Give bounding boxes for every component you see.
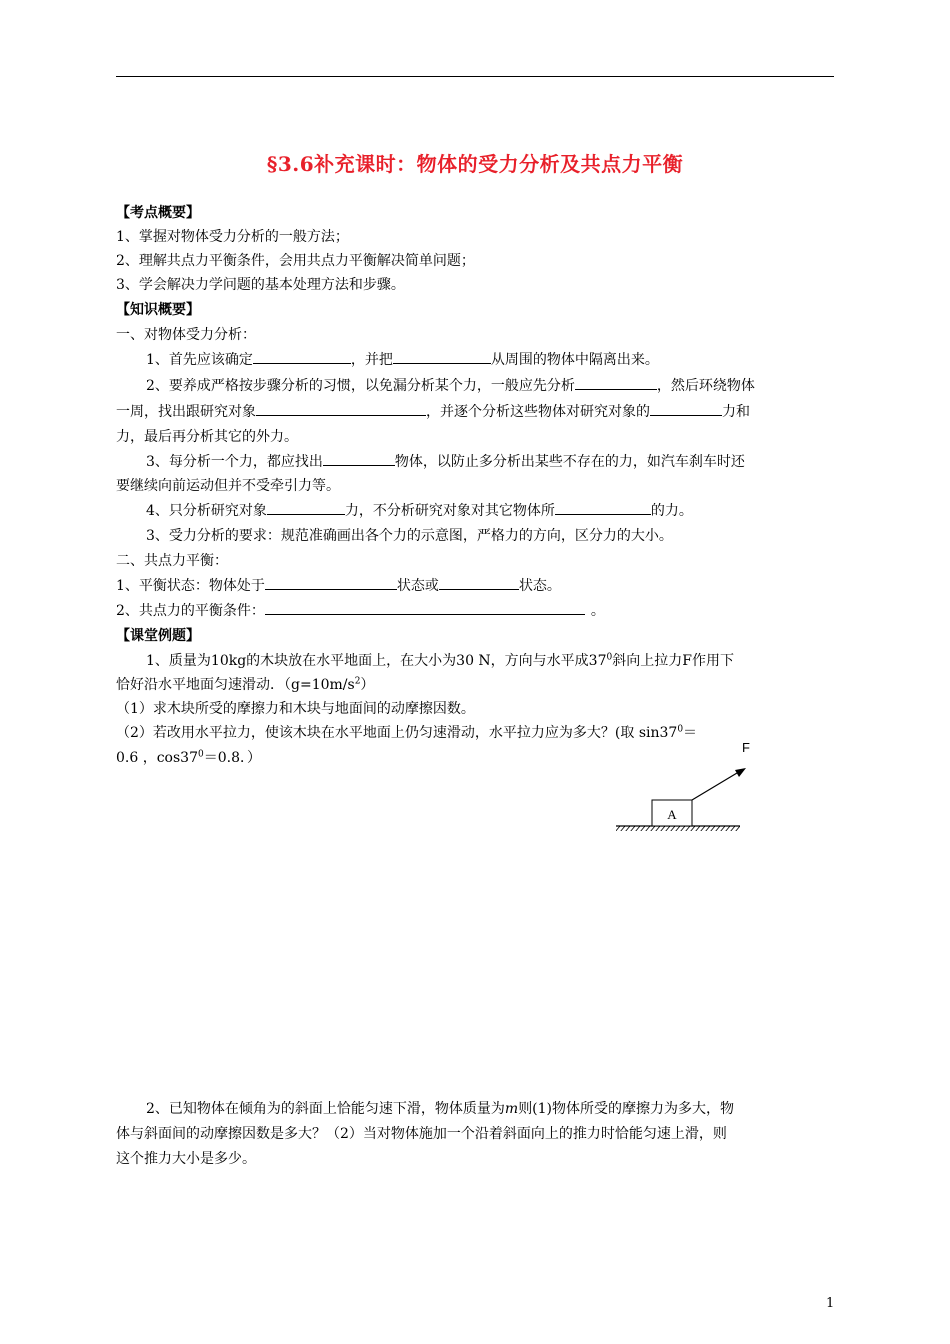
part1-line-8: 3、受力分析的要求：规范准确画出各个力的示意图，严格力的方向，区分力的大小。 bbox=[146, 528, 673, 544]
text: 一周，找出跟研究对象 bbox=[116, 404, 256, 420]
text: 0.6 ，cos37 bbox=[116, 750, 198, 766]
page-number: 1 bbox=[826, 1296, 835, 1311]
example1-question-1: （1）求木块所受的摩擦力和木块与地面间的动摩擦因数。 bbox=[116, 701, 475, 717]
section-heading-zhishi: 【知识概要】 bbox=[116, 302, 200, 318]
example2-line-2: 体与斜面间的动摩擦因数是多大？（2）当对物体施加一个沿着斜面向上的推力时恰能匀速上滑，则 bbox=[116, 1126, 727, 1142]
page-title: §3.6补充课时：物体的受力分析及共点力平衡 bbox=[266, 152, 684, 176]
text: 恰好沿水平地面匀速滑动．（g=10m/s bbox=[116, 677, 355, 693]
superscript: 2 bbox=[354, 676, 361, 687]
text: 力和 bbox=[722, 404, 750, 420]
blank-received bbox=[267, 499, 345, 515]
text: ，并把 bbox=[350, 352, 393, 368]
part1-line-2 bbox=[146, 374, 755, 398]
text: 则(1)物体所受的摩擦力为多大，物 bbox=[518, 1101, 735, 1117]
kaodian-item-3: 3、学会解决力学问题的基本处理方法和步骤。 bbox=[116, 277, 405, 293]
text: 物体，以防止多分析出某些不存在的力，如汽车刹车时还 bbox=[394, 454, 745, 470]
blank-first-analyze bbox=[575, 374, 657, 390]
blank-force-type bbox=[650, 400, 722, 416]
text: 2、共点力的平衡条件： bbox=[116, 603, 265, 619]
blank-research-object bbox=[253, 348, 351, 364]
text: 。 bbox=[590, 603, 605, 619]
mass-symbol: m bbox=[504, 1101, 519, 1117]
force-arrow-head bbox=[735, 768, 746, 777]
text: ＝ bbox=[683, 725, 698, 741]
blank-source-object bbox=[323, 450, 395, 466]
text: 1、首先应该确定 bbox=[146, 352, 253, 368]
blank-state-2 bbox=[439, 574, 519, 590]
text: ＝0.8．） bbox=[203, 750, 261, 766]
text: 从周围的物体中隔离出来。 bbox=[490, 352, 659, 368]
part1-line-7 bbox=[146, 499, 693, 523]
text: ，然后环绕物体 bbox=[656, 378, 755, 394]
superscript: 0 bbox=[606, 652, 613, 663]
text: 2、要养成严格按步骤分析的习惯，以免漏分析某个力，一般应先分析 bbox=[146, 378, 575, 394]
part1-line-6: 要继续向前运动但并不受牵引力等。 bbox=[116, 478, 340, 494]
kaodian-item-2: 2、理解共点力平衡条件，会用共点力平衡解决简单问题； bbox=[116, 253, 475, 269]
part1-line-5 bbox=[146, 450, 745, 474]
text: 1、平衡状态：物体处于 bbox=[116, 578, 265, 594]
blank-contact bbox=[256, 400, 426, 416]
section-heading-kaodian: 【考点概要】 bbox=[116, 205, 200, 221]
example1-question-2-cont bbox=[116, 746, 261, 770]
part2-line-1 bbox=[116, 574, 561, 598]
part1-heading: 一、对物体受力分析： bbox=[116, 327, 256, 343]
part1-line-3 bbox=[116, 400, 750, 424]
text: （2）若改用水平拉力，使该木块在水平地面上仍匀速滑动，水平拉力应为多大？(取 sin37 bbox=[116, 725, 678, 741]
superscript: 0 bbox=[677, 724, 684, 735]
force-arrow-line bbox=[692, 770, 742, 800]
example2-line-1 bbox=[146, 1097, 734, 1121]
text: ，并逐个分析这些物体对研究对象的 bbox=[426, 404, 650, 420]
ground-hatch bbox=[616, 826, 740, 831]
blank-condition bbox=[265, 599, 585, 615]
superscript: 0 bbox=[197, 749, 204, 760]
example1-line-2 bbox=[116, 673, 374, 697]
blank-state-1 bbox=[265, 574, 397, 590]
blank-isolate bbox=[393, 348, 491, 364]
text: 4、只分析研究对象 bbox=[146, 503, 267, 519]
part1-line-1 bbox=[146, 348, 659, 372]
text: 斜向上拉力F作用下 bbox=[612, 653, 734, 669]
text: 状态。 bbox=[518, 578, 561, 594]
part1-line-4: 力，最后再分析其它的外力。 bbox=[116, 429, 298, 445]
text: 力，不分析研究对象对其它物体所 bbox=[344, 503, 555, 519]
text: 的力。 bbox=[650, 503, 693, 519]
section-heading-ketang: 【课堂例题】 bbox=[116, 628, 200, 644]
text: 1、质量为10kg的木块放在水平地面上，在大小为30 N，方向与水平成37 bbox=[146, 653, 607, 669]
header-rule bbox=[116, 76, 834, 77]
text: 3、每分析一个力，都应找出 bbox=[146, 454, 323, 470]
force-diagram bbox=[610, 730, 750, 835]
example1-line-1 bbox=[146, 649, 734, 673]
kaodian-item-1: 1、掌握对物体受力分析的一般方法； bbox=[116, 229, 349, 245]
part2-line-2 bbox=[116, 599, 605, 623]
force-label: F bbox=[742, 740, 750, 755]
blank-exerted bbox=[555, 499, 651, 515]
text: ） bbox=[360, 677, 375, 693]
part2-heading: 二、共点力平衡： bbox=[116, 553, 228, 569]
example2-line-3: 这个推力大小是多少。 bbox=[116, 1151, 256, 1167]
text: 状态或 bbox=[396, 578, 439, 594]
block-label: A bbox=[667, 807, 677, 822]
text: 2、已知物体在倾角为的斜面上恰能匀速下滑，物体质量为 bbox=[146, 1101, 505, 1117]
